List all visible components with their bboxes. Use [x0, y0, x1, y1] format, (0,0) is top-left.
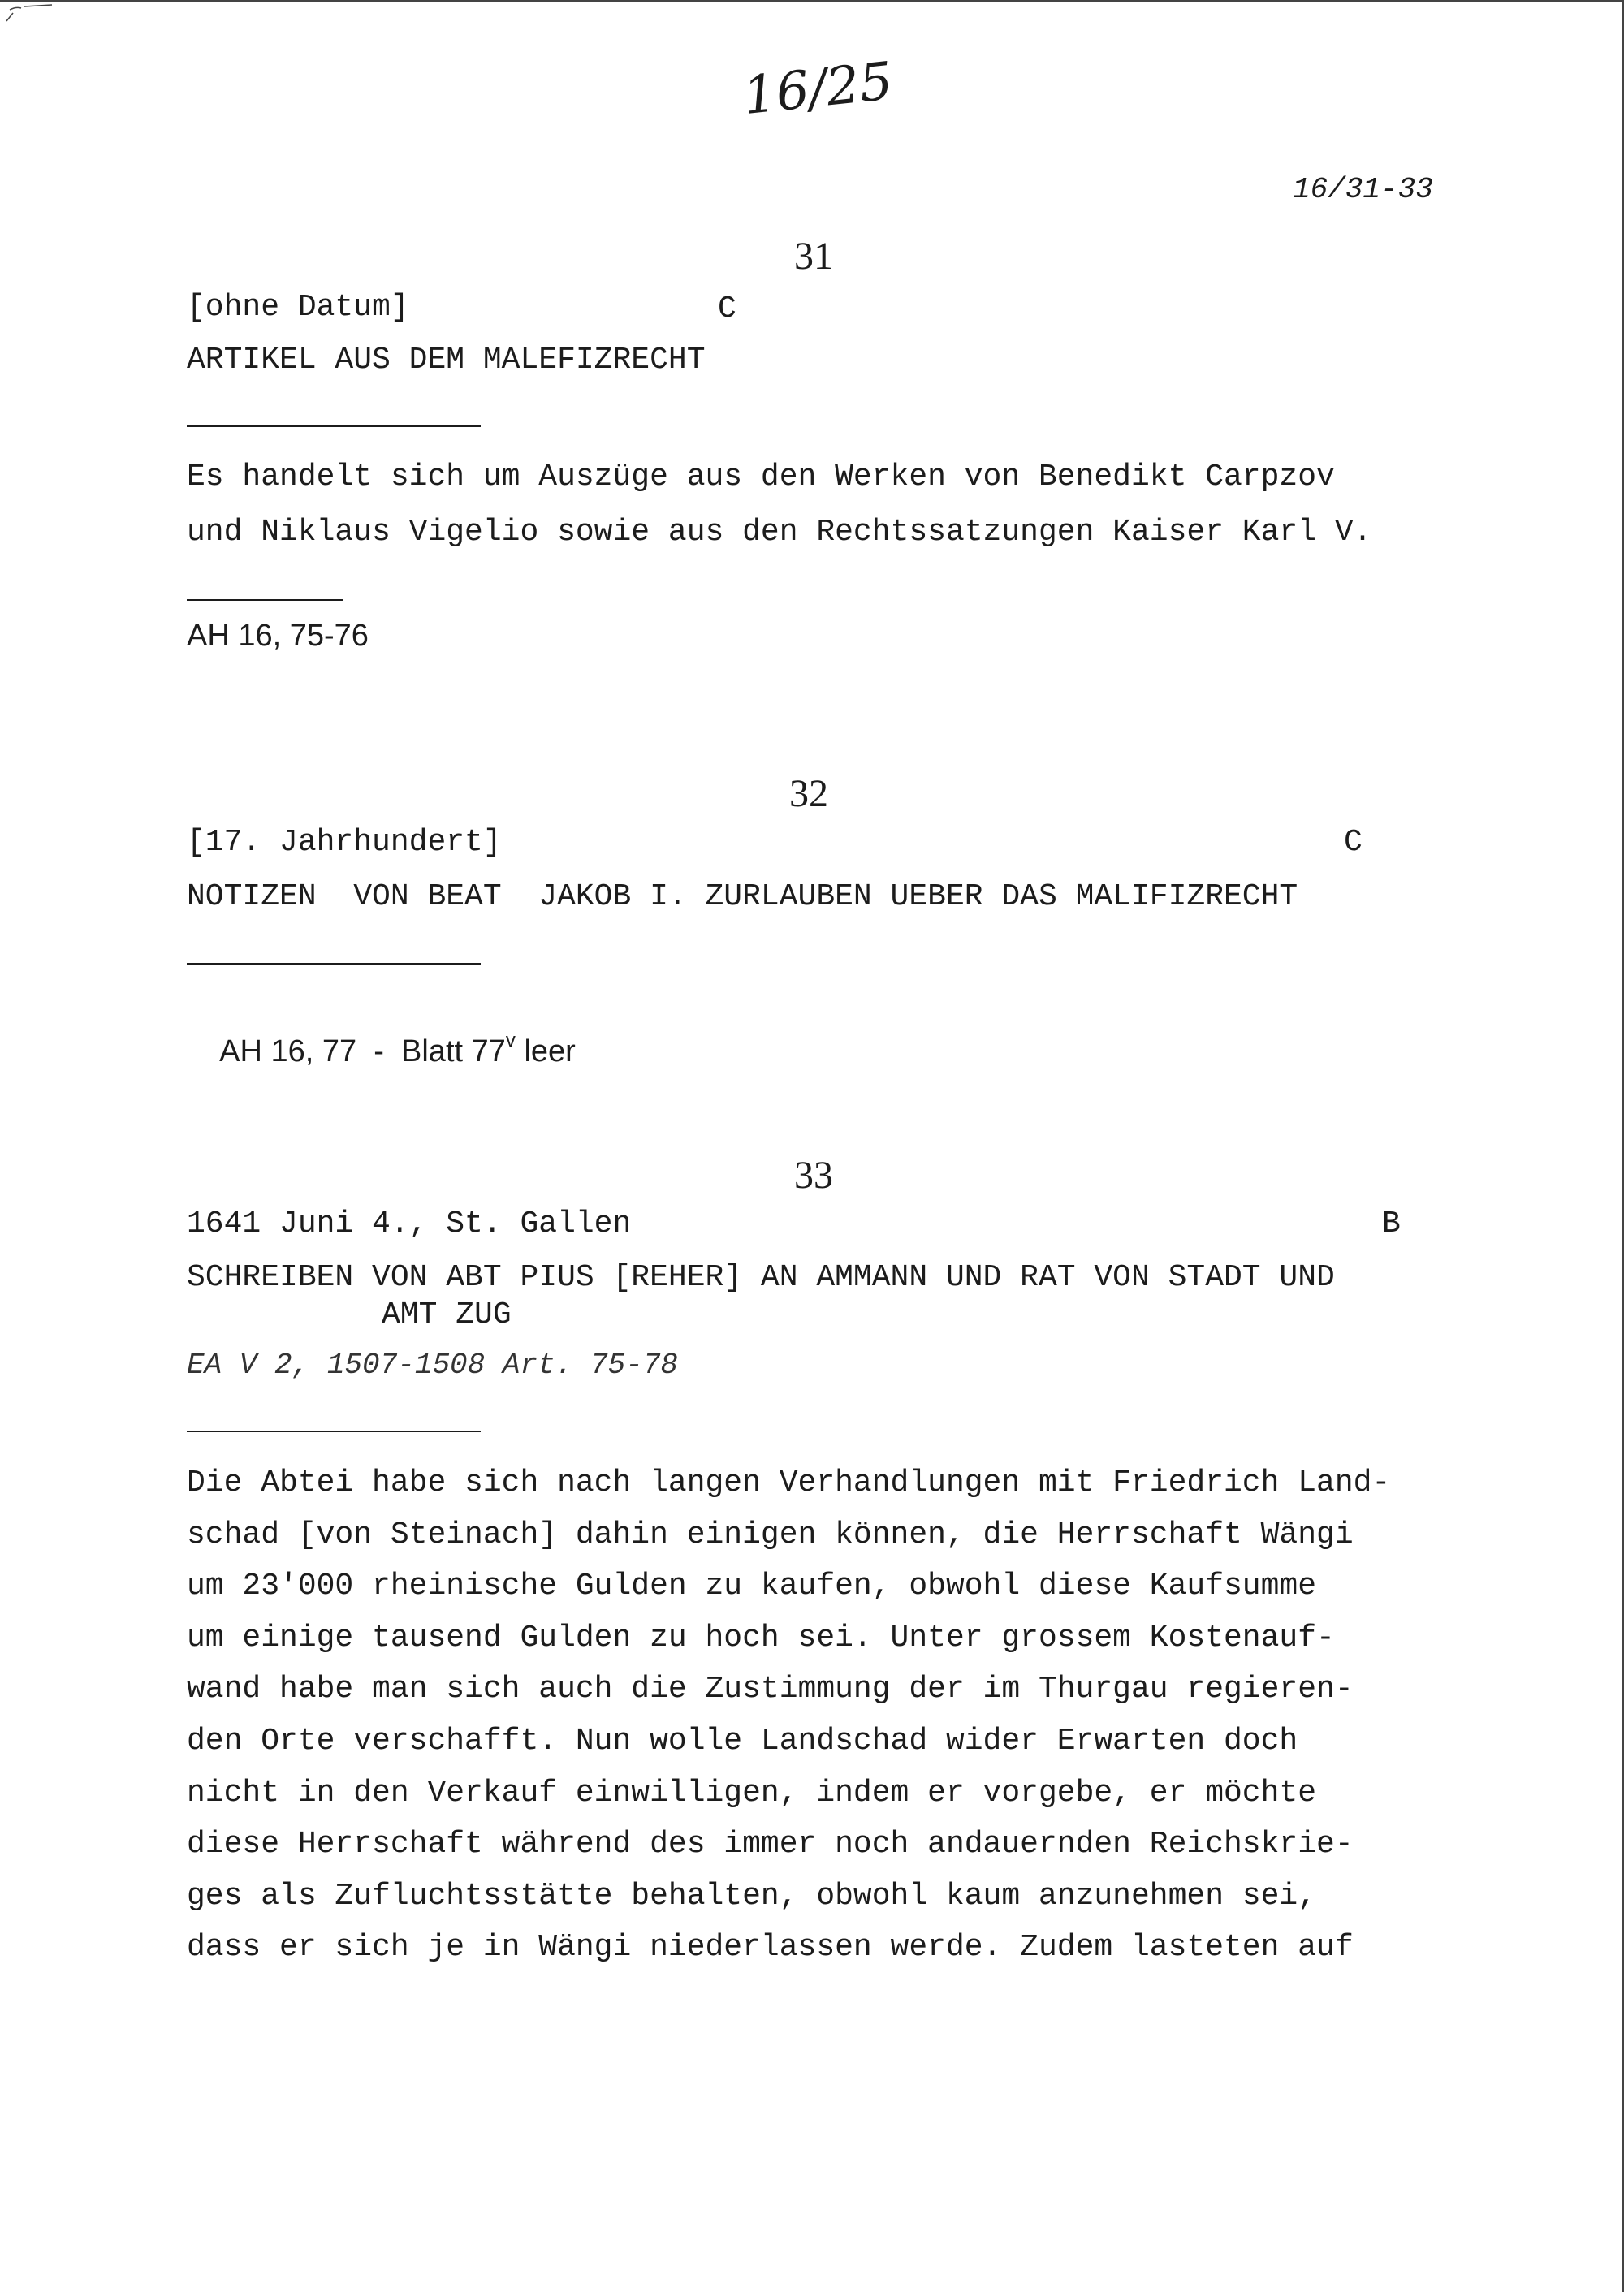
scan-border-top [0, 0, 1624, 2]
entry-33-body-line: wand habe man sich auch die Zustimmung der im Thurgau regieren- [187, 1672, 1354, 1707]
entry-32-source-verso: v [505, 1029, 516, 1051]
entry-33-body-line: ges als Zufluchtsstätte behalten, obwohl kaum anzunehmen sei, [187, 1879, 1317, 1914]
entry-31-grade: C [718, 291, 736, 326]
entry-31-title: ARTIKEL AUS DEM MALEFIZRECHT [187, 343, 706, 378]
handwritten-page-number: 16/25 [740, 51, 896, 127]
entry-32-date: [17. Jahrhundert] [187, 825, 502, 860]
entry-32-title: NOTIZEN VON BEAT JAKOB I. ZURLAUBEN UEBER DAS MALIFIZRECHT [187, 879, 1298, 914]
entry-33-rule [187, 1431, 481, 1432]
entry-31-source: AH 16, 75-76 [187, 619, 369, 653]
entry-33-body-line: nicht in den Verkauf einwilligen, indem er vorgebe, er möchte [187, 1776, 1317, 1811]
entry-33-title-line-2: AMT ZUG [382, 1297, 512, 1332]
entry-32-rule [187, 963, 481, 965]
entry-32-source-suffix: leer [515, 1034, 576, 1068]
entry-33-body-line: den Orte verschafft. Nun wolle Landschad wider Erwarten doch [187, 1724, 1298, 1759]
entry-32-source [187, 998, 576, 1105]
entry-33-body-line: um einige tausend Gulden zu hoch sei. Unter grossem Kostenauf- [187, 1621, 1335, 1655]
entry-32-number: 32 [789, 772, 828, 815]
entry-33-body-line: schad [von Steinach] dahin einigen können, die Herrschaft Wängi [187, 1517, 1354, 1552]
entry-33-grade: B [1382, 1206, 1401, 1241]
entry-31-source-rule [187, 599, 343, 601]
page-reference: 16/31-33 [1293, 173, 1433, 206]
entry-33-body-line: Die Abtei habe sich nach langen Verhandlungen mit Friedrich Land- [187, 1465, 1391, 1500]
entry-32-source-text: AH 16, 77 - Blatt 77 [219, 1034, 506, 1068]
entry-33-number: 33 [794, 1154, 833, 1197]
entry-31-number: 31 [794, 235, 833, 278]
entry-33-title-line-1: SCHREIBEN VON ABT PIUS [REHER] AN AMMANN UND RAT VON STADT UND [187, 1260, 1335, 1295]
corner-scribble [5, 3, 54, 28]
entry-33-body-line: dass er sich je in Wängi niederlassen werde. Zudem lasteten auf [187, 1930, 1354, 1965]
entry-31-body-line-2: und Niklaus Vigelio sowie aus den Rechtssatzungen Kaiser Karl V. [187, 515, 1372, 550]
entry-33-body-line: diese Herrschaft während des immer noch andauernden Reichskrie- [187, 1827, 1354, 1862]
entry-31-body-line-1: Es handelt sich um Auszüge aus den Werken von Benedikt Carpzov [187, 460, 1335, 494]
entry-33-date: 1641 Juni 4., St. Gallen [187, 1206, 632, 1241]
entry-33-citation: EA V 2, 1507-1508 Art. 75-78 [187, 1349, 678, 1382]
entry-31-rule [187, 425, 481, 427]
entry-33-body-line: um 23'000 rheinische Gulden zu kaufen, obwohl diese Kaufsumme [187, 1569, 1317, 1604]
entry-31-date: [ohne Datum] [187, 290, 409, 325]
entry-32-grade: C [1344, 825, 1363, 860]
